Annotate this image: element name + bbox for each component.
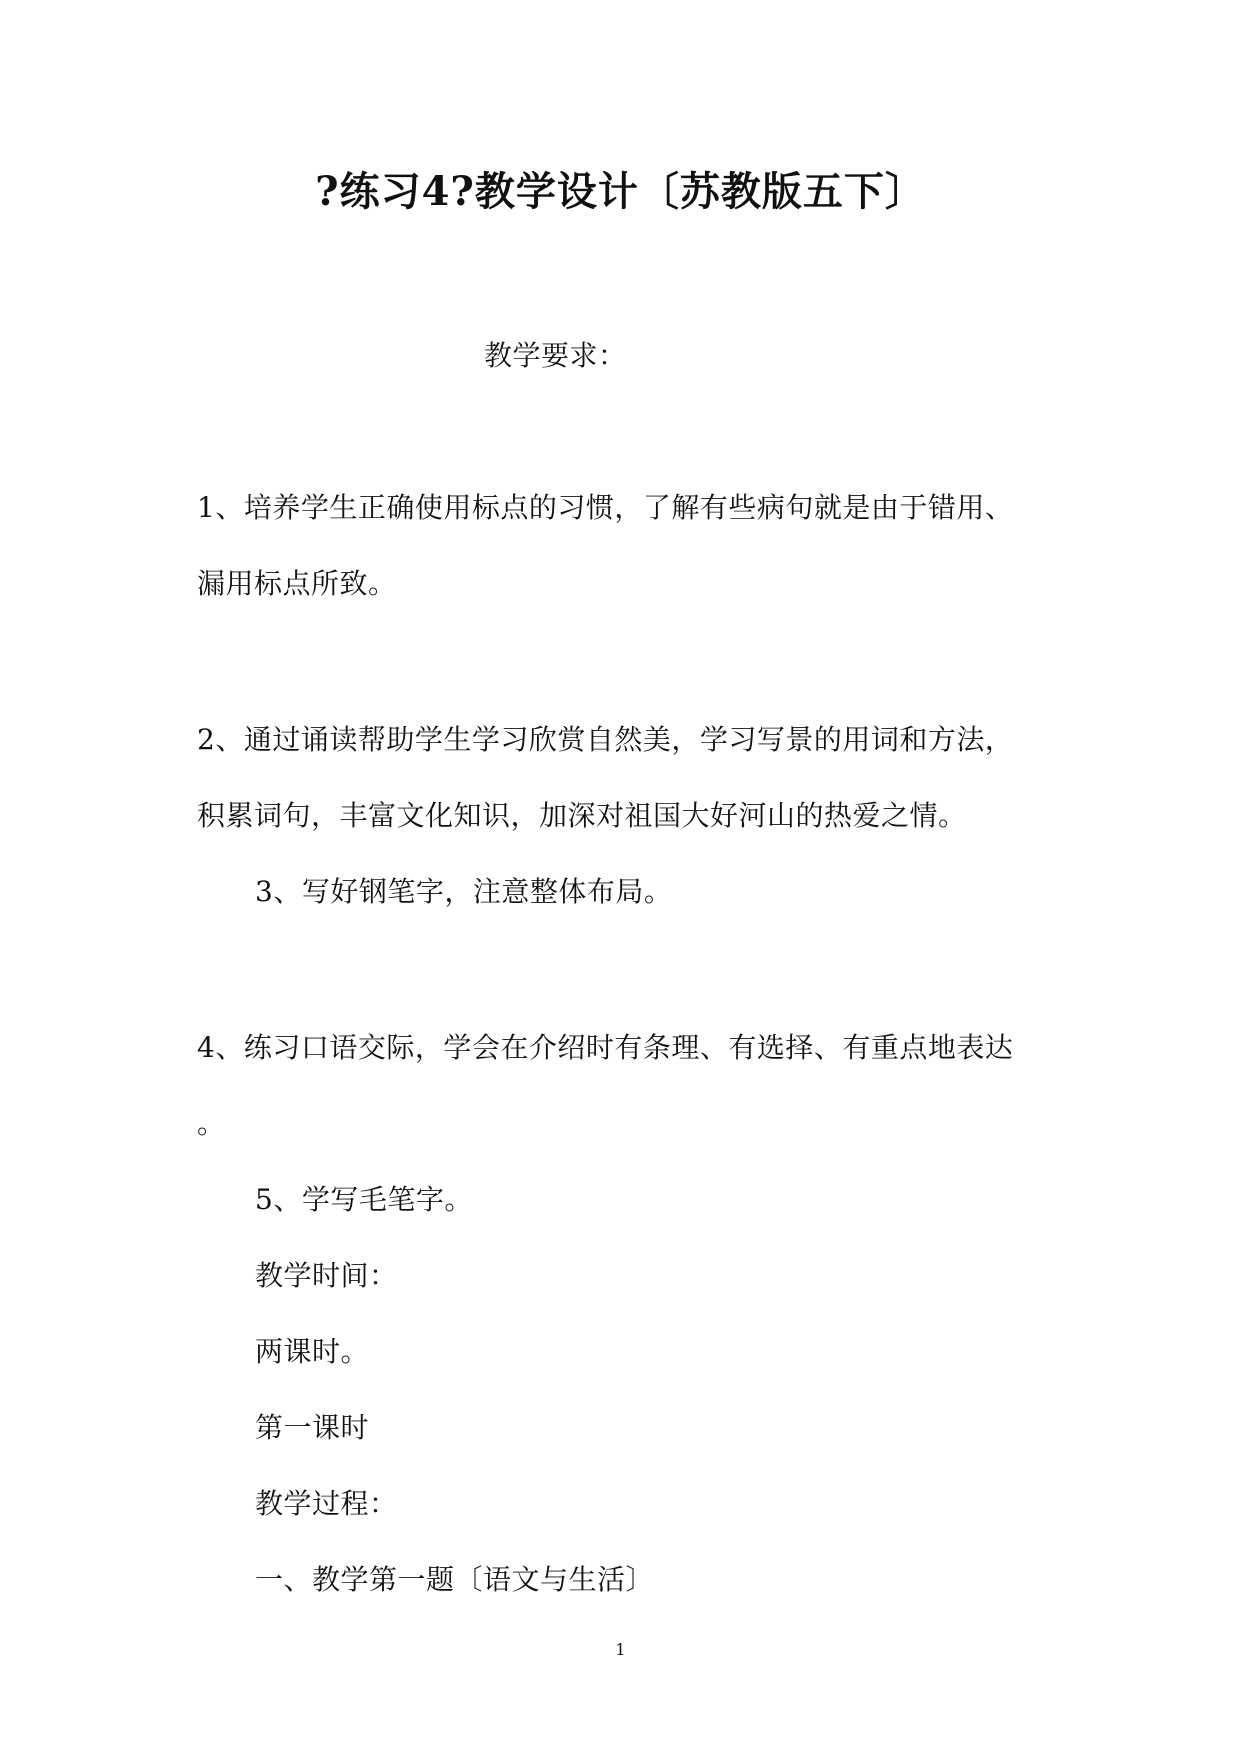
requirement-1-line-1: 1、培养学生正确使用标点的习惯，了解有些病句就是由于错用、 <box>197 491 1014 524</box>
requirement-4-line-2: 。 <box>197 1107 226 1140</box>
requirement-4-line-1: 4、练习口语交际，学会在介绍时有条理、有选择、有重点地表达 <box>197 1031 1014 1064</box>
teaching-process-heading: 教学过程： <box>255 1487 398 1520</box>
lesson-one-heading: 第一课时 <box>255 1411 370 1444</box>
step-one: 一、教学第一题〔语文与生活〕 <box>255 1563 655 1596</box>
document-title: ?练习4?教学设计〔苏教版五下〕 <box>315 168 926 215</box>
teaching-time-value: 两课时。 <box>255 1335 370 1368</box>
requirement-2-line-2: 积累词句，丰富文化知识，加深对祖国大好河山的热爱之情。 <box>197 799 967 832</box>
page-number: 1 <box>615 1640 626 1659</box>
requirement-2-line-1: 2、通过诵读帮助学生学习欣赏自然美，学习写景的用词和方法， <box>197 723 1014 756</box>
requirement-5: 5、学写毛笔字。 <box>255 1183 473 1216</box>
requirement-1-line-2: 漏用标点所致。 <box>197 567 397 600</box>
requirement-3: 3、写好钢笔字，注意整体布局。 <box>255 875 673 908</box>
requirements-heading: 教学要求： <box>484 339 627 372</box>
teaching-time-heading: 教学时间： <box>255 1259 398 1292</box>
